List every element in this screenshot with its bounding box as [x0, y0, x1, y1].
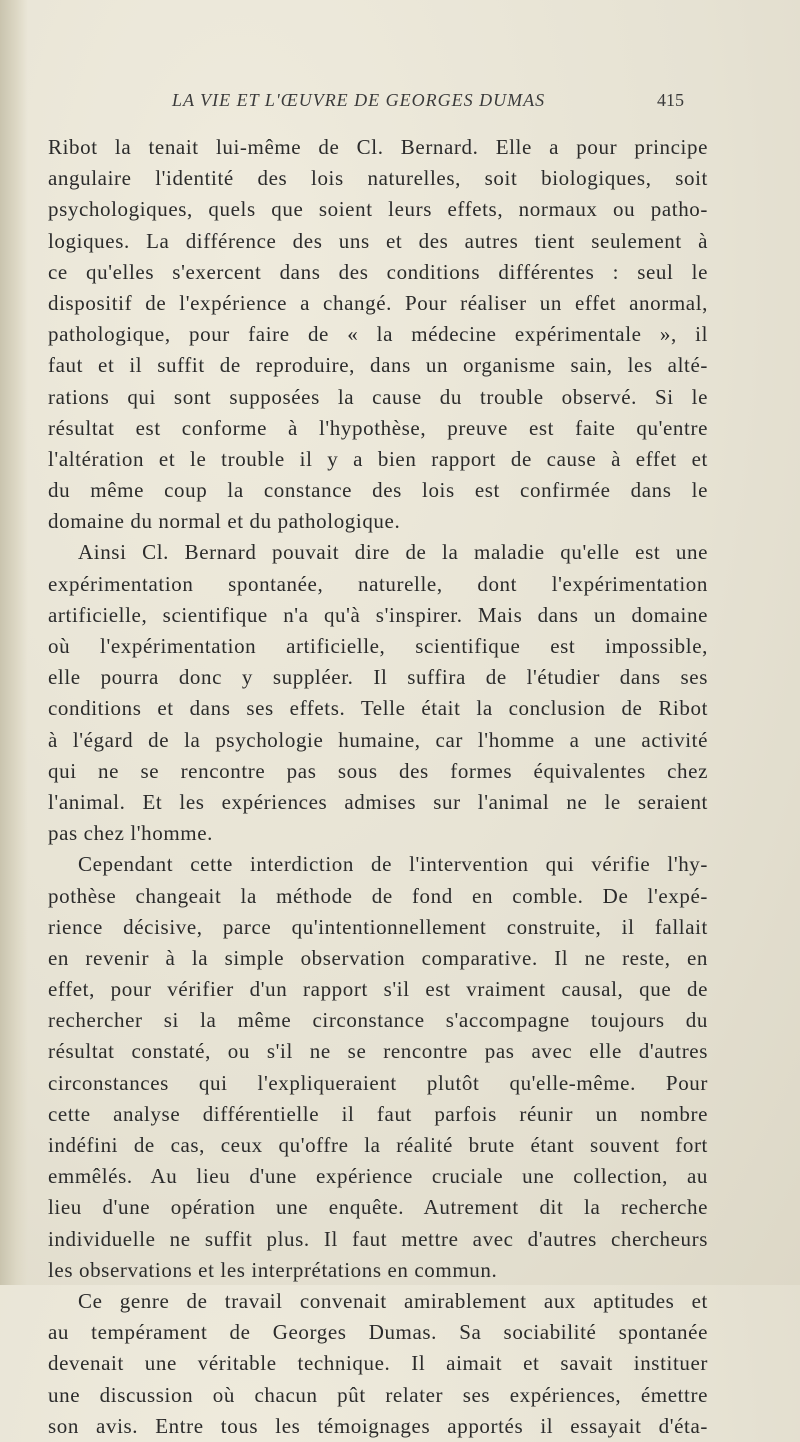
text-line: son avis. Entre tous les témoignages apportés il essayait d'éta- — [48, 1413, 708, 1438]
paragraph-start-line: Ainsi Cl. Bernard pouvait dire de la maladie qu'elle est une — [78, 540, 708, 565]
text-line: devenait une véritable technique. Il aimait et savait instituer — [48, 1351, 708, 1376]
text-line: au tempérament de Georges Dumas. Sa sociabilité spontanée — [48, 1320, 708, 1345]
text-line: conditions et dans ses effets. Telle était la conclusion de Ribot — [48, 696, 708, 721]
paragraph-start-line: Ce genre de travail convenait amirablement aux aptitudes et — [78, 1288, 708, 1313]
text-line: résultat constaté, ou s'il ne se rencontre pas avec elle d'autres — [48, 1039, 708, 1064]
text-line: ce qu'elles s'exercent dans des conditions différentes : seul le — [48, 259, 708, 284]
text-line: rechercher si la même circonstance s'accompagne toujours du — [48, 1008, 708, 1033]
text-line: pathologique, pour faire de « la médecine expérimentale », il — [48, 322, 708, 347]
text-line: angulaire l'identité des lois naturelles, soit biologiques, soit — [48, 166, 708, 191]
text-line: circonstances qui l'expliqueraient plutôt qu'elle-même. Pour — [48, 1070, 708, 1095]
text-line: emmêlés. Au lieu d'une expérience cruciale une collection, au — [48, 1164, 708, 1189]
text-line: Ribot la tenait lui-même de Cl. Bernard. Elle a pour principe — [48, 135, 708, 159]
text-line: dispositif de l'expérience a changé. Pour réaliser un effet anormal, — [48, 290, 708, 315]
running-head: LA VIE ET L'ŒUVRE DE GEORGES DUMAS — [172, 90, 546, 110]
text-line: cette analyse différentielle il faut parfois réunir un nombre — [48, 1101, 708, 1126]
paragraph-end-line: pas chez l'homme. — [48, 821, 214, 846]
text-line: elle pourra donc y suppléer. Il suffira de l'étudier dans ses — [48, 665, 708, 690]
text-line: l'altération et le trouble il y a bien rapport de cause à effet et — [48, 446, 708, 471]
text-line: en revenir à la simple observation comparative. Il ne reste, en — [48, 945, 708, 970]
text-line: l'animal. Et les expériences admises sur l'animal ne le seraient — [48, 789, 708, 814]
text-line: à l'égard de la psychologie humaine, car l'homme a une activité — [48, 727, 708, 752]
text-line: rience décisive, parce qu'intentionnellement construite, il fallait — [48, 914, 708, 939]
text-line: lieu d'une opération une enquête. Autrement dit la recherche — [48, 1195, 708, 1220]
text-line: faut et il suffit de reproduire, dans un organisme sain, les alté- — [48, 353, 708, 378]
text-line: une discussion où chacun pût relater ses expériences, émettre — [48, 1382, 708, 1407]
body-text — [48, 132, 708, 1442]
paragraph-start-line: Cependant cette interdiction de l'intervention qui vérifie l'hy- — [78, 852, 708, 877]
text-line: psychologiques, quels que soient leurs effets, normaux ou patho- — [48, 197, 708, 222]
paragraph-end-line: les observations et les interprétations en commun. — [48, 1257, 498, 1282]
text-line: du même coup la constance des lois est confirmée dans le — [48, 478, 708, 503]
text-line: logiques. La différence des uns et des autres tient seulement à — [48, 228, 708, 253]
paragraph-end-line: domaine du normal et du pathologique. — [48, 509, 401, 534]
page-header — [172, 90, 684, 116]
page-number: 415 — [657, 90, 684, 110]
text-line: rations qui sont supposées la cause du trouble observé. Si le — [48, 384, 708, 409]
text-line: résultat est conforme à l'hypothèse, preuve est faite qu'entre — [48, 415, 708, 440]
text-line: individuelle ne suffit plus. Il faut mettre avec d'autres chercheurs — [48, 1226, 708, 1251]
text-line: artificielle, scientifique n'a qu'à s'inspirer. Mais dans un domaine — [48, 602, 708, 627]
text-line: où l'expérimentation artificielle, scientifique est impossible, — [48, 634, 708, 658]
text-line: indéfini de cas, ceux qu'offre la réalité brute étant souvent fort — [48, 1133, 708, 1157]
page-edge-shadow — [0, 0, 28, 1285]
text-line: qui ne se rencontre pas sous des formes équivalentes chez — [48, 758, 708, 783]
text-line: pothèse changeait la méthode de fond en comble. De l'expé- — [48, 883, 708, 908]
text-line: effet, pour vérifier d'un rapport s'il est vraiment causal, que de — [48, 977, 708, 1002]
text-line: expérimentation spontanée, naturelle, dont l'expérimentation — [48, 571, 708, 596]
